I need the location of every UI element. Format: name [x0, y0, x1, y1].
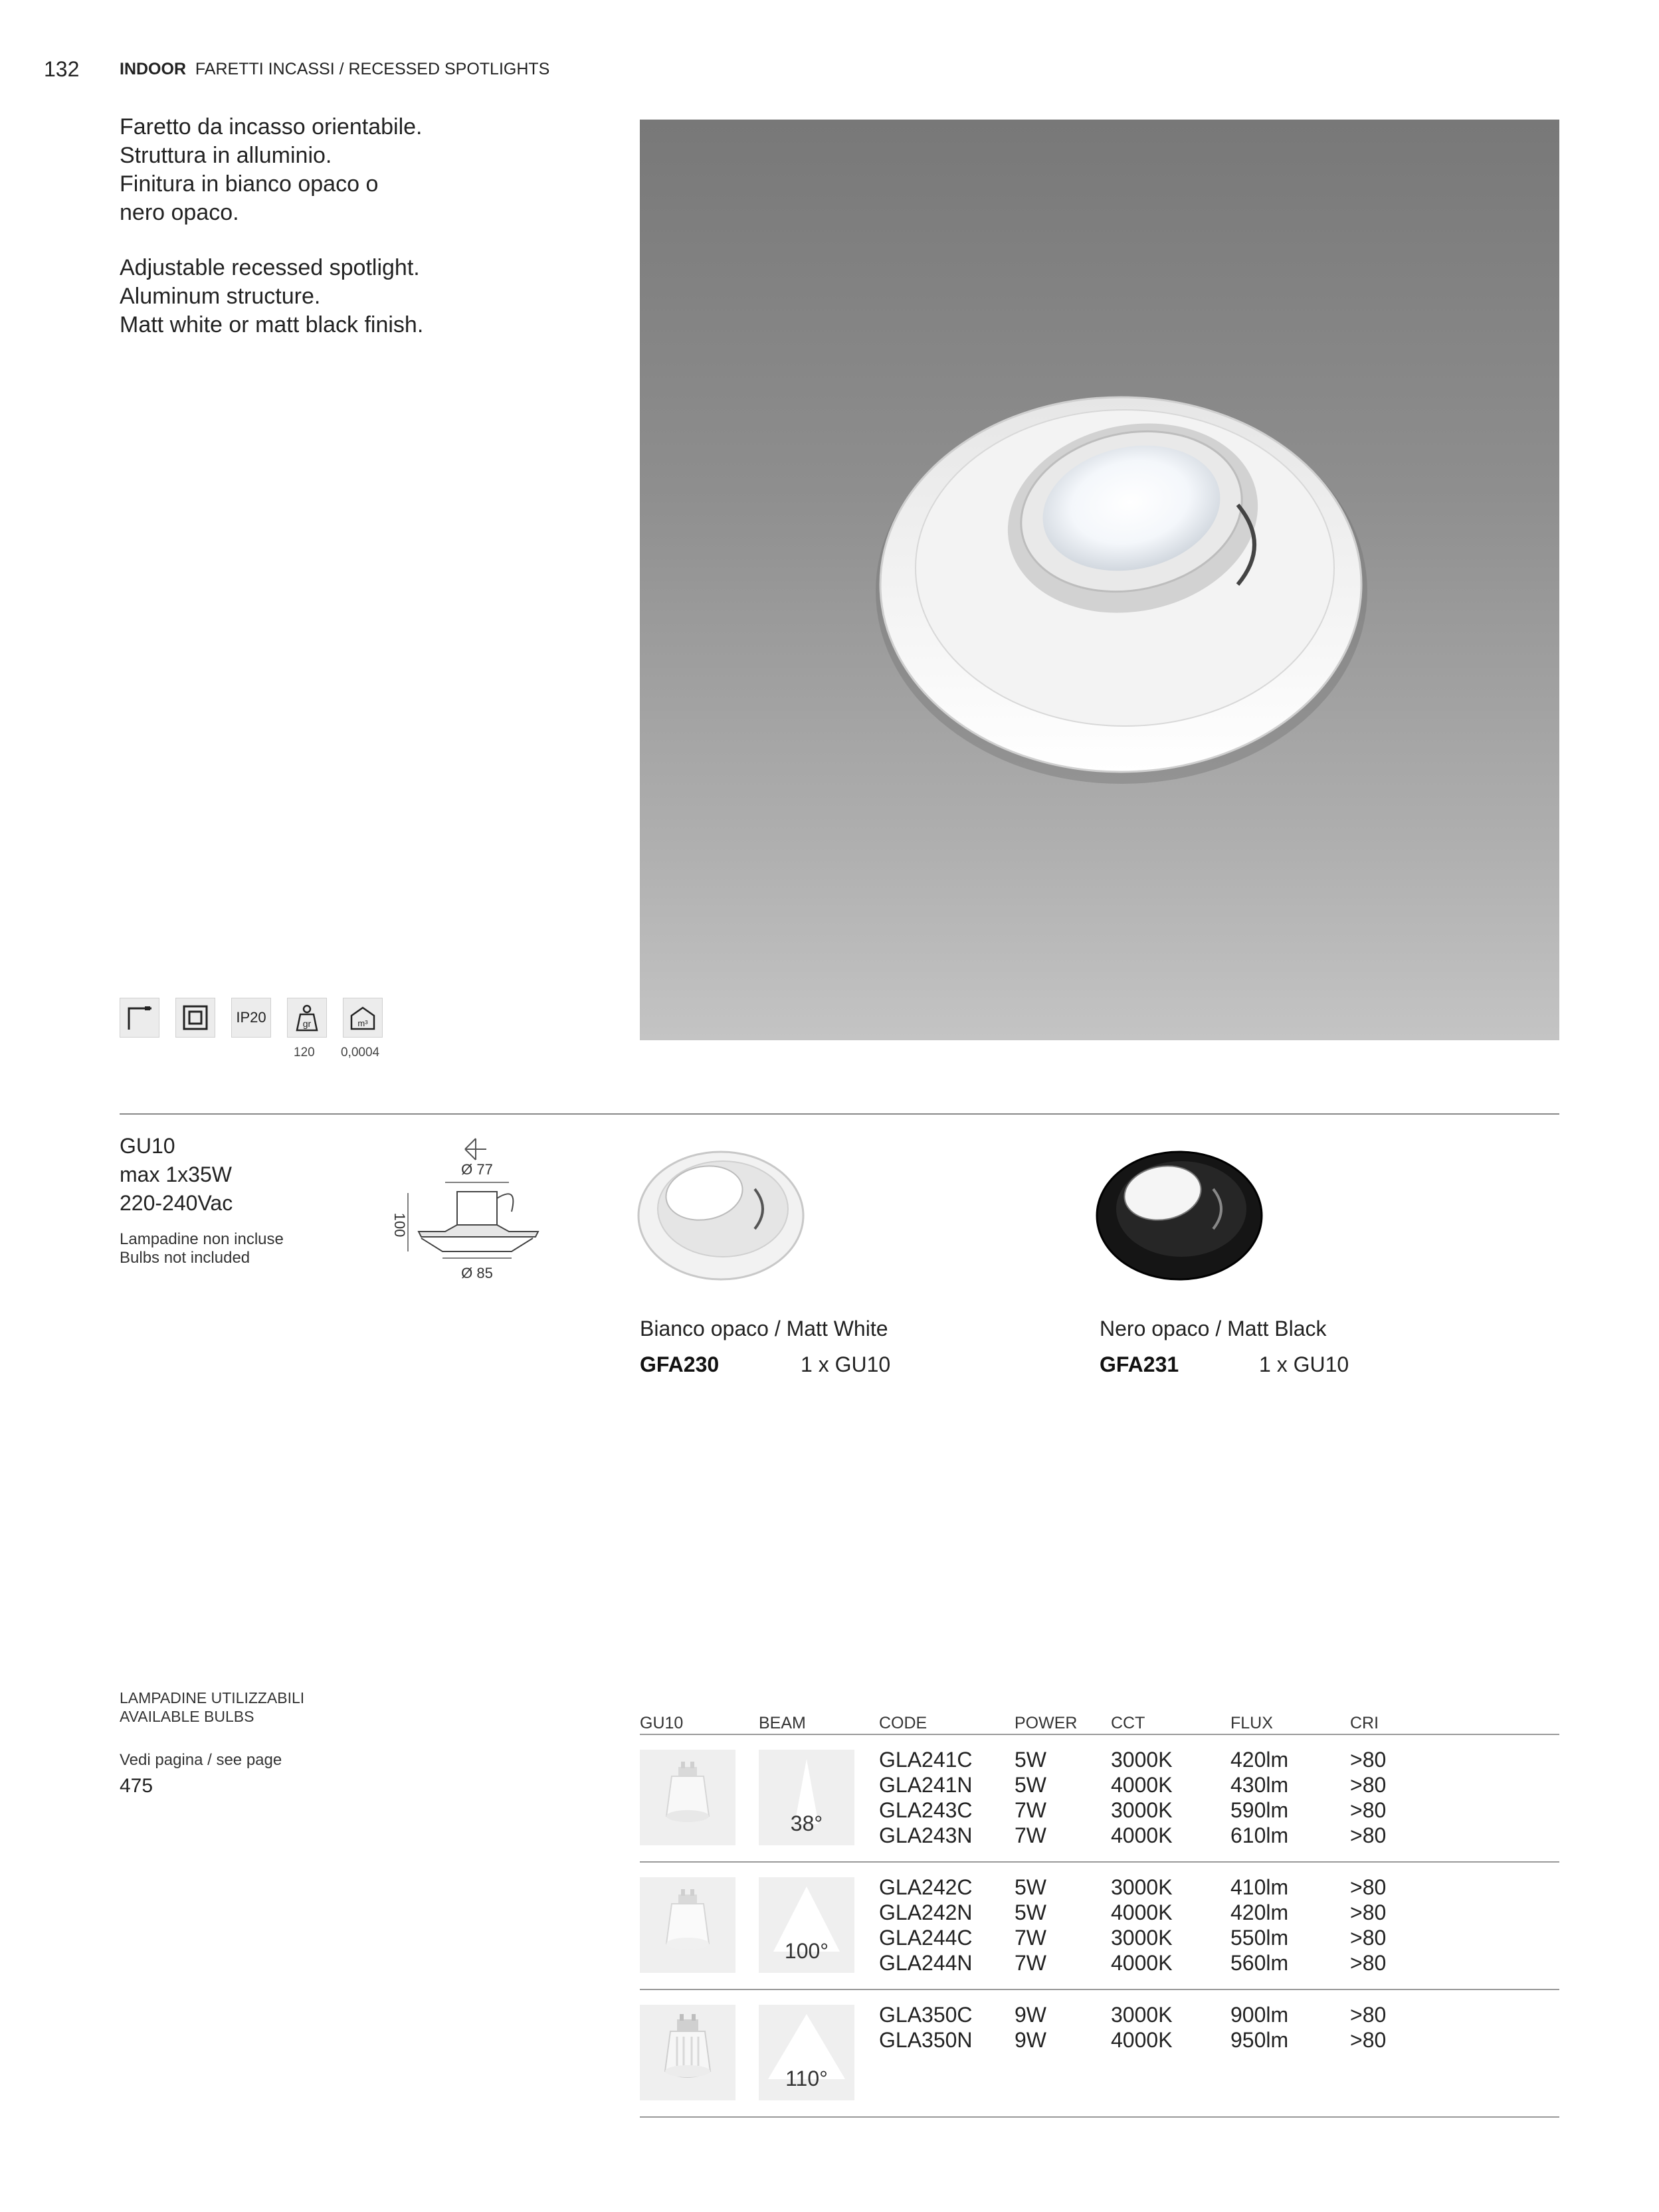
volume-icon: [343, 998, 383, 1038]
bulb-thumb: [640, 2005, 735, 2100]
bulbs-header-en: AVAILABLE BULBS: [120, 1708, 254, 1725]
bulb-cri: >80: [1350, 1875, 1387, 1899]
col-header-cct: CCT: [1111, 1714, 1145, 1732]
variant-white-thumb: [631, 1143, 811, 1289]
bulb-power: 7W: [1015, 1926, 1046, 1950]
see-page-label: Vedi pagina / see page: [120, 1751, 282, 1769]
bulb-flux: 590lm: [1230, 1798, 1289, 1822]
desc-it-line: Struttura in alluminio.: [120, 143, 332, 168]
bulb-power: 7W: [1015, 1823, 1046, 1847]
cri-cell: [1350, 1747, 1386, 1848]
weight-icon: [287, 998, 327, 1038]
bulb-cct: 3000K: [1111, 1748, 1173, 1772]
cct-cell: [1111, 2002, 1173, 2053]
bulb-cct: 3000K: [1111, 1798, 1173, 1822]
section-divider: [120, 1113, 1559, 1115]
recessed-spotlight-illustration: [640, 120, 1559, 1040]
bulb-cri: >80: [1350, 1926, 1387, 1950]
bulb-flux: 420lm: [1230, 1900, 1289, 1924]
bulb-cct: 4000K: [1111, 1900, 1173, 1924]
desc-it-line: Faretto da incasso orientabile.: [120, 114, 423, 139]
code-cell: [879, 1747, 973, 1848]
bulb-cct: 4000K: [1111, 2028, 1173, 2052]
adjust-angle-icon: [465, 1139, 486, 1160]
cri-cell: [1350, 2002, 1386, 2053]
product-description: [120, 113, 423, 339]
beam-angle-graphic: [759, 1877, 854, 1973]
top-diameter-label: Ø 77: [461, 1161, 493, 1178]
bulb-cct: 3000K: [1111, 1926, 1173, 1950]
variant-black-label: Nero opaco / Matt Black: [1100, 1317, 1327, 1340]
bulb-power: 5W: [1015, 1900, 1046, 1924]
flux-cell: [1230, 1875, 1288, 1976]
volume-symbol: m³: [357, 1018, 368, 1028]
bulb-cct: 4000K: [1111, 1773, 1173, 1797]
variant-black-desc: 1 x GU10: [1259, 1352, 1349, 1376]
bulb-code: GLA241N: [879, 1773, 973, 1797]
group-divider: [640, 1861, 1559, 1863]
beam-angle-label: 110°: [785, 2067, 828, 2090]
bulb-cri: >80: [1350, 1900, 1387, 1924]
bulb-flux: 950lm: [1230, 2028, 1289, 2052]
available-bulbs-header: [120, 1689, 304, 1726]
cri-cell: [1350, 1875, 1386, 1976]
bulb-cri: >80: [1350, 1798, 1387, 1822]
flux-cell: [1230, 1747, 1288, 1848]
bulb-power: 5W: [1015, 1748, 1046, 1772]
spec-line: max 1x35W: [120, 1162, 232, 1186]
code-cell: [879, 1875, 973, 1976]
bulb-flux: 430lm: [1230, 1773, 1289, 1797]
bulb-flux: 610lm: [1230, 1823, 1289, 1847]
bulb-cct: 4000K: [1111, 1951, 1173, 1975]
desc-it-line: nero opaco.: [120, 200, 239, 225]
bulb-code: GLA243N: [879, 1823, 973, 1847]
bulb-code: GLA244C: [879, 1926, 973, 1950]
bulb-cri: >80: [1350, 1823, 1387, 1847]
bulb-code: GLA350N: [879, 2028, 973, 2052]
desc-it-line: Finitura in bianco opaco o: [120, 171, 379, 197]
spec-line: GU10: [120, 1134, 175, 1158]
cct-cell: [1111, 1875, 1173, 1976]
section-label: INDOOR: [120, 60, 186, 78]
breadcrumb: [120, 60, 549, 79]
bulb-flux: 900lm: [1230, 2003, 1289, 2027]
volume-value: 0,0004: [341, 1046, 380, 1060]
beam-angle-graphic: [759, 1750, 854, 1845]
desc-en-line: Aluminum structure.: [120, 284, 321, 309]
class-ii-icon: [175, 998, 215, 1038]
bulb-cct: 4000K: [1111, 1823, 1173, 1847]
col-header-beam: BEAM: [759, 1714, 806, 1732]
col-header-gu10: GU10: [640, 1714, 684, 1732]
bulb-code: GLA241C: [879, 1748, 973, 1772]
bulbs-note: [120, 1230, 284, 1267]
bulb-thumb: [640, 1877, 735, 1973]
bulbs-header-it: LAMPADINE UTILIZZABILI: [120, 1689, 305, 1706]
bulb-power: 5W: [1015, 1773, 1046, 1797]
ip-rating-label: IP20: [236, 1009, 266, 1026]
product-photo: [640, 120, 1559, 1040]
variant-white-code: GFA230: [640, 1352, 720, 1376]
bulb-power: 9W: [1015, 2028, 1046, 2052]
page-reference: 475: [120, 1775, 153, 1797]
dimension-drawing: [379, 1132, 551, 1291]
bulb-cct: 3000K: [1111, 1875, 1173, 1899]
desc-en-line: Matt white or matt black finish.: [120, 312, 424, 337]
spec-line: 220-240Vac: [120, 1191, 233, 1215]
bulb-power: 9W: [1015, 2003, 1046, 2027]
bulb-cri: >80: [1350, 1773, 1387, 1797]
table-bottom-rule: [640, 2116, 1559, 2118]
note-line: Lampadine non incluse: [120, 1230, 284, 1248]
bottom-diameter-label: Ø 85: [461, 1265, 493, 1281]
col-header-code: CODE: [879, 1714, 927, 1732]
variant-white-desc: 1 x GU10: [801, 1352, 891, 1376]
desc-en-line: Adjustable recessed spotlight.: [120, 255, 420, 280]
note-line: Bulbs not included: [120, 1249, 250, 1267]
weight-symbol: gr: [302, 1018, 312, 1029]
bulb-code: GLA242N: [879, 1900, 973, 1924]
power-cell: [1015, 2002, 1046, 2053]
category-label: FARETTI INCASSI / RECESSED SPOTLIGHTS: [195, 60, 550, 78]
power-cell: [1015, 1875, 1046, 1976]
cct-cell: [1111, 1747, 1173, 1848]
bulb-power: 7W: [1015, 1951, 1046, 1975]
variant-white-label: Bianco opaco / Matt White: [640, 1317, 888, 1340]
bulb-cri: >80: [1350, 2003, 1387, 2027]
bulb-cri: >80: [1350, 1951, 1387, 1975]
bulb-code: GLA350C: [879, 2003, 973, 2027]
bulb-cct: 3000K: [1111, 2003, 1173, 2027]
bulb-cri: >80: [1350, 2028, 1387, 2052]
height-label: 100: [391, 1212, 408, 1238]
bulb-flux: 560lm: [1230, 1951, 1289, 1975]
beam-angle-label: 100°: [784, 1939, 829, 1963]
ip-rating-icon: [231, 998, 271, 1038]
col-header-power: POWER: [1015, 1714, 1078, 1732]
page-number: 132: [44, 57, 80, 81]
weight-value: 120: [294, 1046, 315, 1060]
beam-angle-graphic: [759, 2005, 854, 2100]
bulb-power: 7W: [1015, 1798, 1046, 1822]
col-header-cri: CRI: [1350, 1714, 1379, 1732]
bulb-cri: >80: [1350, 1748, 1387, 1772]
bulb-thumb: [640, 1750, 735, 1845]
bulb-flux: 410lm: [1230, 1875, 1289, 1899]
col-header-flux: FLUX: [1230, 1714, 1273, 1732]
bulb-code: GLA243C: [879, 1798, 973, 1822]
table-header-rule: [640, 1734, 1559, 1735]
bulb-code: GLA244N: [879, 1951, 973, 1975]
recessed-mount-icon: [120, 998, 159, 1038]
bulb-flux: 550lm: [1230, 1926, 1289, 1950]
bulb-flux: 420lm: [1230, 1748, 1289, 1772]
power-cell: [1015, 1747, 1046, 1848]
technical-specs: [120, 1132, 233, 1218]
variant-black-thumb: [1090, 1143, 1269, 1289]
code-cell: [879, 2002, 973, 2053]
beam-angle-label: 38°: [790, 1811, 823, 1835]
group-divider: [640, 1989, 1559, 1990]
flux-cell: [1230, 2002, 1288, 2053]
variant-black-code: GFA231: [1100, 1352, 1179, 1376]
bulb-power: 5W: [1015, 1875, 1046, 1899]
bulb-code: GLA242C: [879, 1875, 973, 1899]
